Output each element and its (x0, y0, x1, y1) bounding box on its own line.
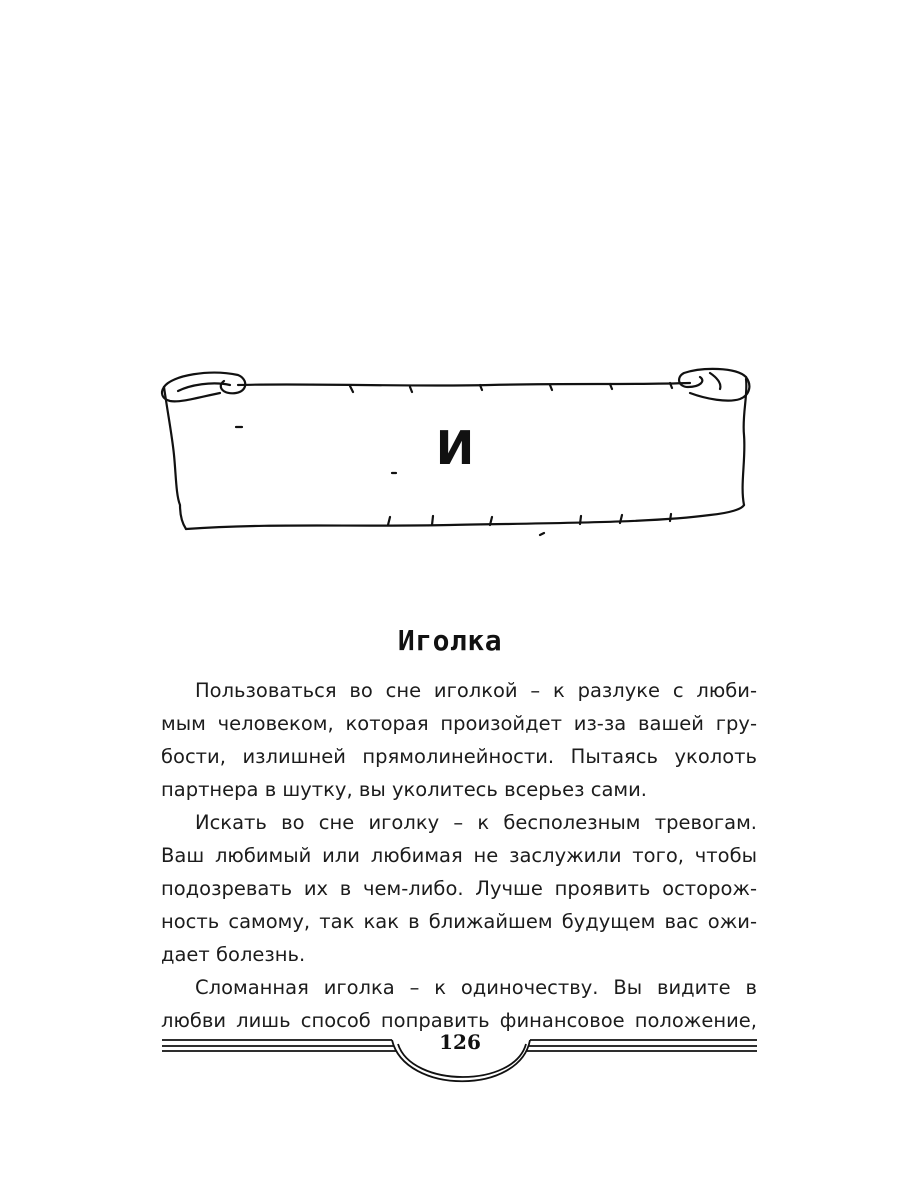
text-line: любви лишь способ поправить финансовое положение, (161, 1009, 757, 1032)
text-line: ность самому, так как в ближайшем будущем вас ожи- (161, 910, 757, 933)
text-line: подозревать их в чем-либо. Лучше проявить осторож- (161, 877, 757, 900)
text-line: партнера в шутку, вы уколитесь всерьез сами. (161, 778, 647, 801)
text-line: Ваш любимый или любимая не заслужили того, чтобы (161, 844, 757, 867)
entry-body (161, 674, 757, 1037)
text-line: бости, излишней прямолинейности. Пытаясь уколоть (161, 745, 757, 768)
text-line: Пользоваться во сне иголкой – к разлуке с люби- (195, 679, 757, 702)
chapter-letter: И (435, 421, 475, 475)
page-number: 126 (439, 1030, 481, 1054)
chapter-banner (150, 355, 760, 545)
text-line: дает болезнь. (161, 943, 306, 966)
text-line: Искать во сне иголку – к бесполезным тревогам. (195, 811, 757, 834)
text-line: Сломанная иголка – к одиночеству. Вы видите в (195, 976, 757, 999)
entry-title: Иголка (397, 624, 503, 657)
text-line: мым человеком, которая произойдет из-за вашей гру- (161, 712, 757, 735)
